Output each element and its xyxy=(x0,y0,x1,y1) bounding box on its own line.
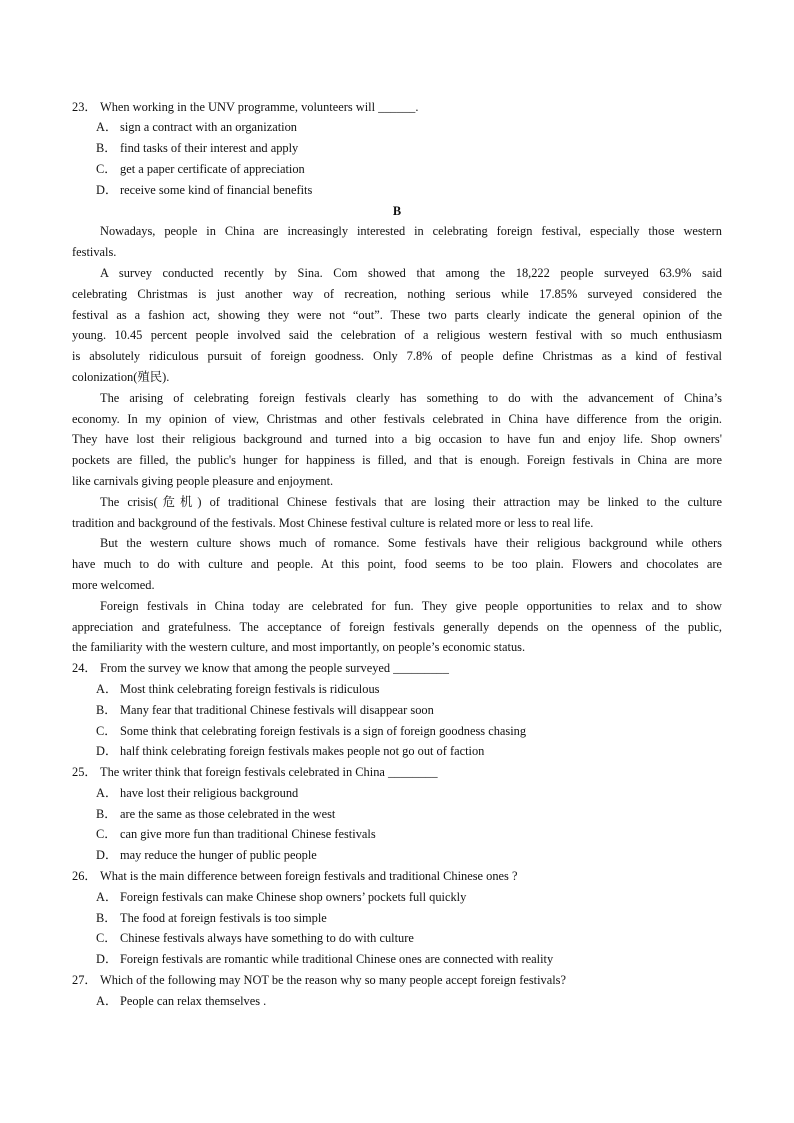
question-stem xyxy=(72,97,722,118)
option-letter: D． xyxy=(96,952,118,967)
option-letter: B． xyxy=(96,702,117,717)
option-text: have lost their religious background xyxy=(120,785,299,800)
question-stem xyxy=(72,762,722,783)
question-number: 25． xyxy=(72,765,97,780)
passage-line: Nowadays, people in China are increasingly interested in celebrating foreign festival, especially those western xyxy=(100,224,722,239)
passage-line: young. 10.45 percent people involved said the celebration of a religious western festival with so much enthusiasm xyxy=(72,328,722,343)
option-text: People can relax themselves . xyxy=(120,993,267,1008)
option-text: get a paper certificate of appreciation xyxy=(120,161,305,176)
answer-option xyxy=(72,721,722,742)
passage-line: They have lost their religious background and turned into a big occasion to have fun and enjoy life. Shop owners' xyxy=(72,432,722,447)
option-text: Foreign festivals are romantic while traditional Chinese ones are connected with reality xyxy=(120,952,554,967)
answer-option xyxy=(72,138,722,159)
answer-option xyxy=(72,117,722,138)
option-letter: B． xyxy=(96,910,117,925)
passage-line: The crisis(危机) of traditional Chinese festivals that are losing their attraction may be linked to the culture xyxy=(100,494,722,509)
question-stem xyxy=(72,658,722,679)
question-stem xyxy=(72,866,722,887)
question-text: What is the main difference between foreign festivals and traditional Chinese ones ? xyxy=(100,869,518,884)
option-text: receive some kind of financial benefits xyxy=(120,182,313,197)
answer-option xyxy=(72,991,722,1012)
passage-line: the familiarity with the western culture, and most importantly, on people’s economic status. xyxy=(72,640,526,655)
passage-line: But the western culture shows much of romance. Some festivals have their religious background while others xyxy=(100,536,722,551)
answer-option xyxy=(72,741,722,762)
answer-option xyxy=(72,887,722,908)
answer-option xyxy=(72,928,722,949)
document-page xyxy=(72,97,722,1012)
option-letter: D． xyxy=(96,182,118,197)
option-letter: B． xyxy=(96,806,117,821)
passage-line: Foreign festivals in China today are celebrated for fun. They give people opportunities to relax and to show xyxy=(100,598,722,613)
answer-option xyxy=(72,180,722,201)
option-text: Some think that celebrating foreign festivals is a sign of foreign goodness chasing xyxy=(120,723,527,738)
option-letter: D． xyxy=(96,744,118,759)
answer-option xyxy=(72,783,722,804)
option-text: sign a contract with an organization xyxy=(120,120,297,135)
answer-option xyxy=(72,700,722,721)
passage-line: A survey conducted recently by Sina. Com showed that among the 18,222 people surveyed 63.9% said xyxy=(100,265,722,280)
option-letter: C． xyxy=(96,827,117,842)
option-text: Chinese festivals always have something to do with culture xyxy=(120,931,414,946)
option-text: Most think celebrating foreign festivals is ridiculous xyxy=(120,681,380,696)
answer-option xyxy=(72,949,722,970)
question-number: 27． xyxy=(72,973,97,988)
option-letter: A． xyxy=(96,993,118,1008)
passage-line: more welcomed. xyxy=(72,577,155,592)
question-number: 26． xyxy=(72,869,97,884)
option-letter: C． xyxy=(96,723,117,738)
question-number: 23． xyxy=(72,99,97,114)
passage-line: economy. In my opinion of view, Christmas and other festivals celebrated in China have difference from the origin. xyxy=(72,411,722,426)
option-text: half think celebrating foreign festivals makes people not go out of faction xyxy=(120,744,485,759)
answer-option xyxy=(72,824,722,845)
question-number: 24． xyxy=(72,661,97,676)
passage-line: tradition and background of the festivals. Most Chinese festival culture is related more or less to real life. xyxy=(72,515,594,530)
answer-option xyxy=(72,908,722,929)
option-text: may reduce the hunger of public people xyxy=(120,848,317,863)
option-letter: A． xyxy=(96,120,118,135)
answer-option xyxy=(72,159,722,180)
option-text: The food at foreign festivals is too simple xyxy=(120,910,327,925)
passage-line: have much to do with culture and people. At this point, food seems to be too plain. Flowers and chocolates are xyxy=(72,557,722,572)
passage-line: celebrating Christmas is just another way of recreation, nothing serious while 17.85% surveyed considered the xyxy=(72,286,722,301)
passage-line: is absolutely ridiculous pursuit of foreign goodness. Only 7.8% of people define Christmas as a kind of festival xyxy=(72,349,722,364)
option-text: Many fear that traditional Chinese festivals will disappear soon xyxy=(120,702,434,717)
option-letter: A． xyxy=(96,785,118,800)
passage-line: like carnivals giving people pleasure and enjoyment. xyxy=(72,473,334,488)
answer-option xyxy=(72,679,722,700)
passage-line: festival as a fashion act, showing they were not “out”. These two parts clearly indicate the general opinion of the xyxy=(72,307,722,322)
option-text: find tasks of their interest and apply xyxy=(120,141,299,156)
option-text: are the same as those celebrated in the west xyxy=(120,806,336,821)
passage-line: The arising of celebrating foreign festivals clearly has something to do with the advancement of China’s xyxy=(100,390,722,405)
option-letter: A． xyxy=(96,681,118,696)
question-text: Which of the following may NOT be the reason why so many people accept foreign festivals? xyxy=(100,973,566,988)
question-text: The writer think that foreign festivals celebrated in China ________ xyxy=(100,765,438,780)
answer-option xyxy=(72,845,722,866)
option-text: Foreign festivals can make Chinese shop owners’ pockets full quickly xyxy=(120,889,467,904)
option-text: can give more fun than traditional Chinese festivals xyxy=(120,827,376,842)
question-text: When working in the UNV programme, volunteers will ______. xyxy=(100,99,419,114)
option-letter: D． xyxy=(96,848,118,863)
passage-line: appreciation and gratefulness. The acceptance of foreign festivals generally depends on the openness of the public, xyxy=(72,619,722,634)
answer-option xyxy=(72,804,722,825)
passage-line: pockets are filled, the public's hunger for happiness is filled, and that is enough. Foreign festivals in China are more xyxy=(72,453,722,468)
option-letter: C． xyxy=(96,931,117,946)
option-letter: B． xyxy=(96,141,117,156)
question-stem xyxy=(72,970,722,991)
question-text: From the survey we know that among the people surveyed _________ xyxy=(100,661,449,676)
passage-line: festivals. xyxy=(72,245,117,260)
option-letter: A． xyxy=(96,889,118,904)
option-letter: C． xyxy=(96,161,117,176)
passage-line: colonization(殖民). xyxy=(72,369,170,384)
section-title: B xyxy=(392,203,402,218)
